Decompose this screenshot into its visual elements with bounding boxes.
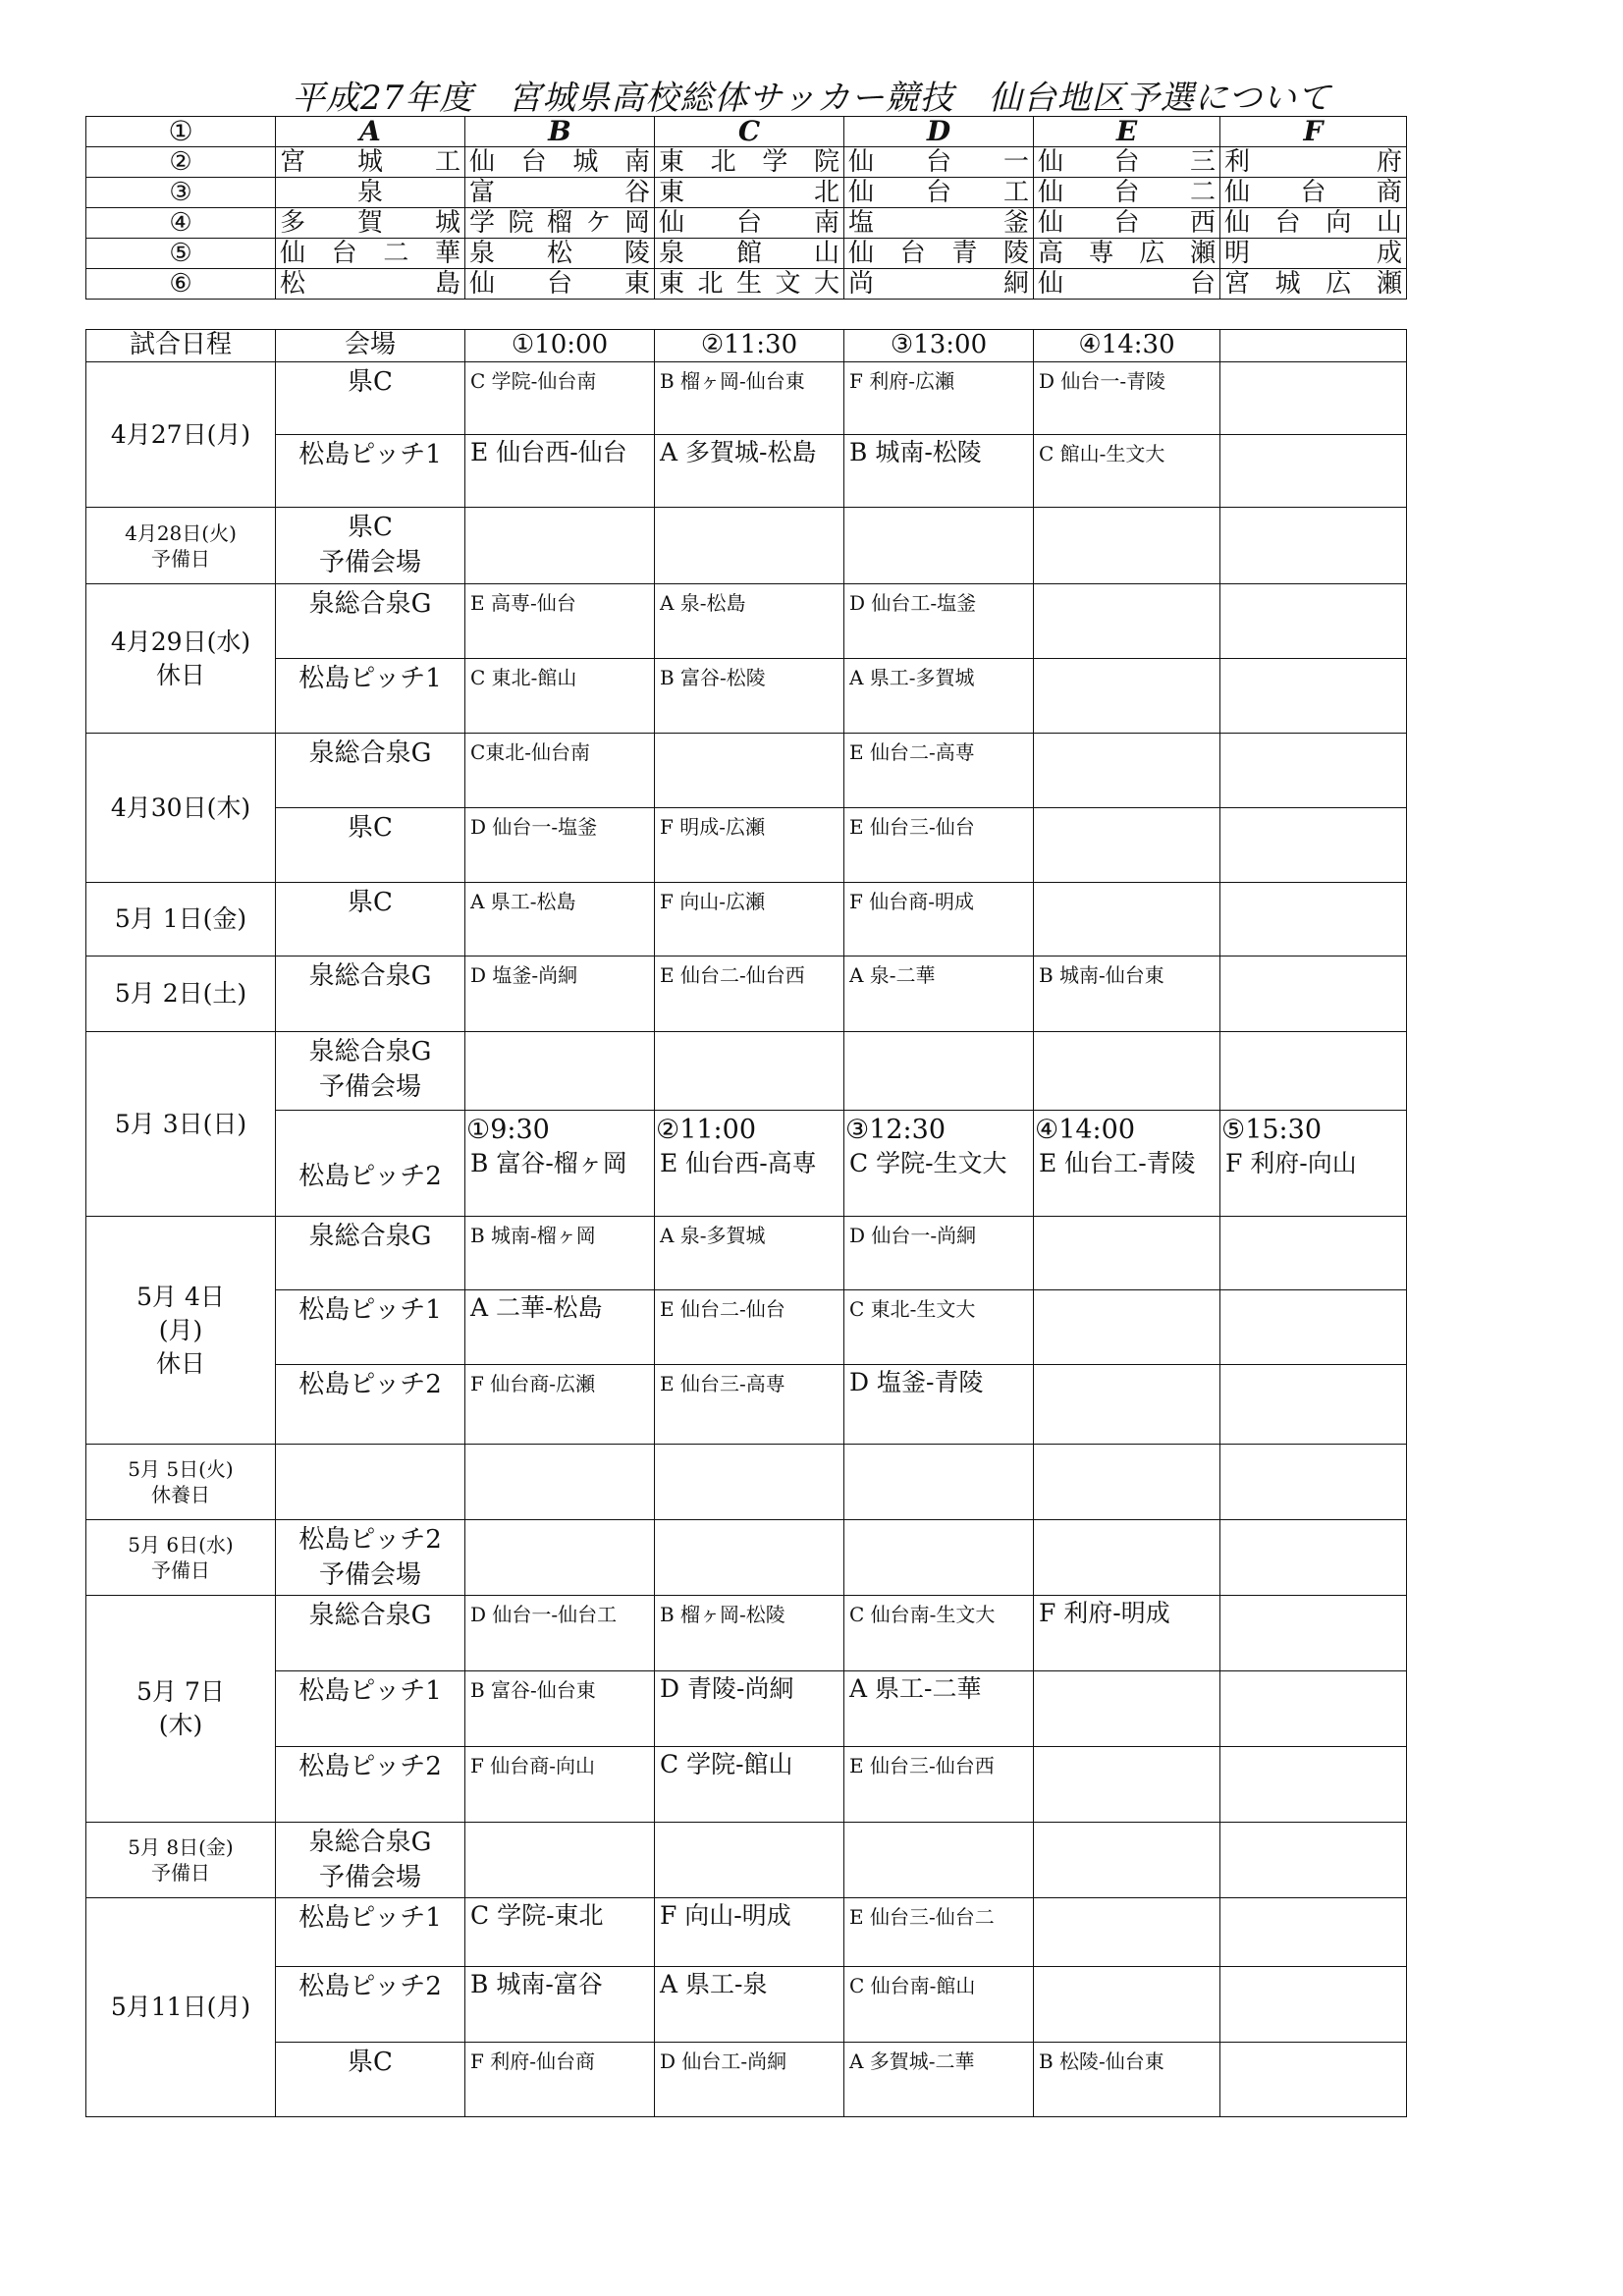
group-team: 仙台向山 — [1220, 208, 1407, 239]
group-team: 松島 — [276, 269, 465, 300]
venue-cell: 松島ピッチ2 — [276, 1967, 465, 2043]
venue-cell: 泉総合泉G — [276, 957, 465, 1032]
match-cell: A 多賀城-二華 — [844, 2043, 1034, 2117]
match-cell: F 仙台商-向山 — [465, 1747, 655, 1823]
match-cell: F 仙台商-広瀬 — [465, 1365, 655, 1445]
date-text: 4月28日(火) — [125, 520, 237, 545]
date-note: 休日 — [155, 1348, 205, 1378]
group-team: 仙台商 — [1220, 178, 1407, 208]
match-cell — [1034, 584, 1220, 659]
match-cell: E 仙台西-仙台 — [465, 435, 655, 508]
schedule-row — [86, 659, 1407, 734]
group-row-num: ⑤ — [86, 239, 276, 269]
match-cell — [1034, 1898, 1220, 1967]
group-header: F — [1220, 117, 1407, 147]
group-team: 泉松陵 — [465, 239, 655, 269]
match-cell: C 仙台南-生文大 — [844, 1596, 1034, 1671]
date-note: 休日 — [155, 660, 205, 689]
match-cell: A 県工-多賀城 — [844, 659, 1034, 734]
venue-cell: 松島ピッチ1 — [276, 1290, 465, 1365]
match-cell: C 学院-館山 — [655, 1747, 844, 1823]
schedule-row — [86, 2043, 1407, 2117]
match-cell: F 明成-広瀬 — [655, 808, 844, 883]
match-cell: A 泉-松島 — [655, 584, 844, 659]
venue-cell: 松島ピッチ1 — [276, 435, 465, 508]
group-header: B — [465, 117, 655, 147]
match-cell — [465, 1111, 655, 1217]
match-cell — [1220, 808, 1407, 883]
date-cell: 5月11日(月) — [86, 1898, 276, 2117]
match-cell — [844, 1032, 1034, 1111]
group-row — [86, 178, 1407, 208]
group-team: 東北学院 — [655, 147, 844, 178]
date-cell — [86, 1445, 276, 1520]
group-team: 塩釜 — [844, 208, 1034, 239]
match-cell — [1034, 1671, 1220, 1747]
match-cell — [1034, 1111, 1220, 1217]
match-cell: E 仙台三-高専 — [655, 1365, 844, 1445]
group-team: 仙台東 — [465, 269, 655, 300]
match-cell: F 向山-明成 — [655, 1898, 844, 1967]
match-cell: E 仙台二-高専 — [844, 734, 1034, 808]
date-cell — [86, 1823, 276, 1898]
venue-cell: 泉総合泉G — [276, 734, 465, 808]
venue-cell: 県C — [276, 2043, 465, 2117]
match-cell — [1220, 584, 1407, 659]
venue-note: 予備会場 — [318, 548, 421, 577]
match-cell: D 塩釜-青陵 — [844, 1365, 1034, 1445]
group-row-num: ⑥ — [86, 269, 276, 300]
match-text: C 学院-生文大 — [849, 1149, 1007, 1177]
venue-cell: 泉総合泉G — [276, 584, 465, 659]
match-text: F 利府-向山 — [1225, 1149, 1357, 1177]
group-table — [85, 116, 1407, 300]
venue-cell: 県C — [276, 808, 465, 883]
match-cell — [1220, 1596, 1407, 1671]
match-cell — [1220, 1365, 1407, 1445]
venue-cell — [276, 1445, 465, 1520]
match-cell — [1034, 1520, 1220, 1596]
schedule-row — [86, 1747, 1407, 1823]
match-cell — [655, 1823, 844, 1898]
venue-cell: 松島ピッチ2 — [276, 1111, 465, 1217]
venue-cell: 松島ピッチ1 — [276, 659, 465, 734]
group-team: 明成 — [1220, 239, 1407, 269]
match-cell: B 城南-松陵 — [844, 435, 1034, 508]
group-team: 宮城工 — [276, 147, 465, 178]
match-cell — [1220, 1111, 1407, 1217]
venue-cell: 県C — [276, 883, 465, 957]
venue-cell: 泉総合泉G — [276, 1596, 465, 1671]
schedule-header-row — [86, 330, 1407, 362]
match-cell — [1220, 1823, 1407, 1898]
match-cell — [1220, 2043, 1407, 2117]
header-time: ②11:30 — [655, 330, 844, 362]
schedule-row — [86, 1290, 1407, 1365]
venue-cell: 松島ピッチ2 — [276, 1747, 465, 1823]
match-cell — [655, 734, 844, 808]
match-cell: D 仙台一-尚絅 — [844, 1217, 1034, 1290]
date-note: 予備日 — [151, 546, 210, 571]
match-cell: C東北-仙台南 — [465, 734, 655, 808]
group-team: 仙台 — [1034, 269, 1220, 300]
group-team: 仙台西 — [1034, 208, 1220, 239]
schedule-row — [86, 808, 1407, 883]
page-title: 平成27年度 宮城県高校総体サッカー競技 仙台地区予選について — [292, 79, 1331, 118]
match-cell — [1034, 1032, 1220, 1111]
schedule-table — [85, 329, 1407, 2117]
group-team: 宮城広瀬 — [1220, 269, 1407, 300]
match-cell — [1220, 1445, 1407, 1520]
venue-cell — [276, 1032, 465, 1111]
group-row-num: ④ — [86, 208, 276, 239]
match-cell — [1034, 1823, 1220, 1898]
date-text: 5月 6日(水) — [128, 1533, 234, 1557]
schedule-row — [86, 1823, 1407, 1898]
match-text: E 仙台工-青陵 — [1039, 1149, 1196, 1177]
schedule-row — [86, 362, 1407, 435]
match-cell: D 仙台工-塩釜 — [844, 584, 1034, 659]
match-cell: F 向山-広瀬 — [655, 883, 844, 957]
header-time: ④14:30 — [1034, 330, 1220, 362]
match-cell — [1220, 1520, 1407, 1596]
match-cell — [844, 1445, 1034, 1520]
date-cell: 5月 2日(土) — [86, 957, 276, 1032]
group-row — [86, 239, 1407, 269]
match-cell: A 県工-松島 — [465, 883, 655, 957]
venue-note: 予備会場 — [318, 1863, 421, 1892]
match-cell — [1034, 508, 1220, 584]
match-cell: B 松陵-仙台東 — [1034, 2043, 1220, 2117]
date-note: 予備日 — [151, 1861, 210, 1885]
match-cell — [844, 1520, 1034, 1596]
match-cell: A 県工-泉 — [655, 1967, 844, 2043]
match-cell — [844, 1111, 1034, 1217]
group-team: 学院榴ケ岡 — [465, 208, 655, 239]
match-cell — [1034, 1967, 1220, 2043]
header-venue: 会場 — [276, 330, 465, 362]
group-row-num: ② — [86, 147, 276, 178]
group-row — [86, 208, 1407, 239]
match-cell — [465, 1823, 655, 1898]
match-cell — [655, 1445, 844, 1520]
schedule-row — [86, 435, 1407, 508]
venue-name: 県C — [348, 513, 393, 542]
venue-cell — [276, 1520, 465, 1596]
match-cell: C 仙台南-館山 — [844, 1967, 1034, 2043]
date-text: 5月 7日 — [136, 1677, 225, 1706]
match-cell: B 榴ヶ岡-松陵 — [655, 1596, 844, 1671]
match-cell: C 学院-東北 — [465, 1898, 655, 1967]
match-cell: A 泉-多賀城 — [655, 1217, 844, 1290]
date-weekday: (月) — [158, 1315, 203, 1344]
group-header: D — [844, 117, 1034, 147]
group-team: 仙台南 — [655, 208, 844, 239]
match-cell: D 仙台工-尚絅 — [655, 2043, 844, 2117]
group-team: 仙台工 — [844, 178, 1034, 208]
venue-cell: 松島ピッチ1 — [276, 1898, 465, 1967]
match-cell: E 仙台三-仙台 — [844, 808, 1034, 883]
match-cell: A 多賀城-松島 — [655, 435, 844, 508]
group-row — [86, 269, 1407, 300]
match-cell: D 仙台一-仙台工 — [465, 1596, 655, 1671]
match-cell: A 泉-二華 — [844, 957, 1034, 1032]
date-cell: 4月30日(木) — [86, 734, 276, 883]
schedule-row — [86, 1445, 1407, 1520]
alt-time: ①9:30 — [466, 1115, 550, 1145]
group-team: 尚絅 — [844, 269, 1034, 300]
match-cell: E 仙台三-仙台二 — [844, 1898, 1034, 1967]
date-cell — [86, 1520, 276, 1596]
match-cell — [1034, 1217, 1220, 1290]
alt-time: ④14:00 — [1035, 1115, 1136, 1145]
group-team: 仙台二 — [1034, 178, 1220, 208]
venue-cell — [276, 1823, 465, 1898]
venue-name: 泉総合泉G — [308, 1828, 432, 1857]
group-row — [86, 147, 1407, 178]
match-cell — [465, 1445, 655, 1520]
schedule-row — [86, 1365, 1407, 1445]
schedule-row — [86, 883, 1407, 957]
group-team: 仙台二華 — [276, 239, 465, 269]
match-cell — [655, 1111, 844, 1217]
match-cell: C 東北-生文大 — [844, 1290, 1034, 1365]
group-team: 多賀城 — [276, 208, 465, 239]
match-cell — [844, 1823, 1034, 1898]
match-cell: F 利府-仙台商 — [465, 2043, 655, 2117]
match-cell — [1034, 1747, 1220, 1823]
match-cell — [1220, 1290, 1407, 1365]
match-cell: C 東北-館山 — [465, 659, 655, 734]
schedule-row — [86, 1217, 1407, 1290]
match-cell — [655, 1032, 844, 1111]
alt-time: ⑤15:30 — [1221, 1115, 1323, 1145]
match-cell — [1220, 883, 1407, 957]
match-cell — [1220, 734, 1407, 808]
date-text: 5月 4日 — [136, 1282, 225, 1311]
header-time — [1220, 330, 1407, 362]
match-cell: B 城南-仙台東 — [1034, 957, 1220, 1032]
group-header-num: ① — [86, 117, 276, 147]
group-team: 泉館山 — [655, 239, 844, 269]
date-cell — [86, 1596, 276, 1823]
schedule-row — [86, 1898, 1407, 1967]
date-weekday: (木) — [158, 1711, 203, 1739]
group-team: 高専広瀬 — [1034, 239, 1220, 269]
venue-name: 松島ピッチ2 — [298, 1525, 442, 1555]
match-cell: C 学院-仙台南 — [465, 362, 655, 435]
group-header: A — [276, 117, 465, 147]
group-team: 仙台三 — [1034, 147, 1220, 178]
date-cell — [86, 584, 276, 734]
group-row-num: ③ — [86, 178, 276, 208]
match-cell: D 仙台一-塩釜 — [465, 808, 655, 883]
match-cell — [655, 1520, 844, 1596]
match-cell: D 青陵-尚絅 — [655, 1671, 844, 1747]
match-cell — [1034, 808, 1220, 883]
group-team: 利府 — [1220, 147, 1407, 178]
match-cell: B 城南-富谷 — [465, 1967, 655, 2043]
match-cell: B 富谷-松陵 — [655, 659, 844, 734]
match-cell — [1220, 1217, 1407, 1290]
date-text: 4月29日(水) — [110, 627, 251, 656]
schedule-row — [86, 734, 1407, 808]
match-cell — [1034, 1445, 1220, 1520]
match-cell — [465, 508, 655, 584]
date-cell: 4月27日(月) — [86, 362, 276, 508]
match-cell: D 塩釜-尚絅 — [465, 957, 655, 1032]
match-cell — [1034, 883, 1220, 957]
match-cell — [1220, 508, 1407, 584]
match-cell: A 二華-松島 — [465, 1290, 655, 1365]
match-cell: B 榴ヶ岡-仙台東 — [655, 362, 844, 435]
match-cell: A 県工-二華 — [844, 1671, 1034, 1747]
match-cell: E 高専-仙台 — [465, 584, 655, 659]
match-cell — [465, 1520, 655, 1596]
match-cell — [1220, 362, 1407, 435]
group-team: 仙台城南 — [465, 147, 655, 178]
match-cell — [1220, 1747, 1407, 1823]
group-header-row — [86, 117, 1407, 147]
match-cell — [1220, 1671, 1407, 1747]
date-text: 5月 8日(金) — [128, 1835, 234, 1859]
match-cell — [1034, 734, 1220, 808]
venue-note: 予備会場 — [318, 1072, 421, 1102]
match-cell — [655, 508, 844, 584]
match-text: B 富谷-榴ヶ岡 — [470, 1149, 627, 1177]
date-cell — [86, 508, 276, 584]
venue-cell: 泉総合泉G — [276, 1217, 465, 1290]
match-text: E 仙台西-高専 — [660, 1149, 817, 1177]
group-header: E — [1034, 117, 1220, 147]
alt-time: ②11:00 — [656, 1115, 757, 1145]
venue-cell: 県C — [276, 362, 465, 435]
venue-cell: 松島ピッチ2 — [276, 1365, 465, 1445]
match-cell — [1034, 1365, 1220, 1445]
header-date: 試合日程 — [86, 330, 276, 362]
venue-name: 泉総合泉G — [308, 1037, 432, 1066]
match-cell — [465, 1032, 655, 1111]
group-team: 東北生文大 — [655, 269, 844, 300]
schedule-row — [86, 1671, 1407, 1747]
schedule-row — [86, 957, 1407, 1032]
match-cell: F 仙台商-明成 — [844, 883, 1034, 957]
schedule-row — [86, 1111, 1407, 1217]
group-team: 東北 — [655, 178, 844, 208]
match-cell — [1220, 659, 1407, 734]
date-text: 5月 5日(火) — [128, 1457, 234, 1481]
schedule-row — [86, 1520, 1407, 1596]
schedule-row — [86, 1032, 1407, 1111]
match-cell: E 仙台二-仙台西 — [655, 957, 844, 1032]
schedule-row — [86, 1967, 1407, 2043]
match-cell: F 利府-明成 — [1034, 1596, 1220, 1671]
match-cell: F 利府-広瀬 — [844, 362, 1034, 435]
date-cell — [86, 1217, 276, 1445]
match-cell: E 仙台三-仙台西 — [844, 1747, 1034, 1823]
schedule-row — [86, 584, 1407, 659]
venue-cell: 松島ピッチ1 — [276, 1671, 465, 1747]
match-cell — [1220, 957, 1407, 1032]
match-cell — [844, 508, 1034, 584]
match-cell: B 城南-榴ヶ岡 — [465, 1217, 655, 1290]
venue-cell — [276, 508, 465, 584]
venue-note: 予備会場 — [318, 1560, 421, 1590]
match-cell: D 仙台一-青陵 — [1034, 362, 1220, 435]
schedule-row — [86, 508, 1407, 584]
match-cell — [1220, 1967, 1407, 2043]
match-cell — [1034, 1290, 1220, 1365]
group-header: C — [655, 117, 844, 147]
header-time: ③13:00 — [844, 330, 1034, 362]
alt-time: ③12:30 — [845, 1115, 947, 1145]
match-cell — [1220, 1032, 1407, 1111]
date-note: 予備日 — [151, 1558, 210, 1582]
group-team: 泉 — [276, 178, 465, 208]
group-team: 仙台一 — [844, 147, 1034, 178]
match-cell — [1220, 1898, 1407, 1967]
match-cell: C 館山-生文大 — [1034, 435, 1220, 508]
match-cell — [1034, 659, 1220, 734]
date-note: 休養日 — [151, 1483, 210, 1506]
match-cell: B 富谷-仙台東 — [465, 1671, 655, 1747]
schedule-row — [86, 1596, 1407, 1671]
date-cell: 5月 3日(日) — [86, 1032, 276, 1217]
group-team: 仙台青陵 — [844, 239, 1034, 269]
group-team: 富谷 — [465, 178, 655, 208]
match-cell — [1220, 435, 1407, 508]
date-cell: 5月 1日(金) — [86, 883, 276, 957]
header-time: ①10:00 — [465, 330, 655, 362]
match-cell: E 仙台二-仙台 — [655, 1290, 844, 1365]
